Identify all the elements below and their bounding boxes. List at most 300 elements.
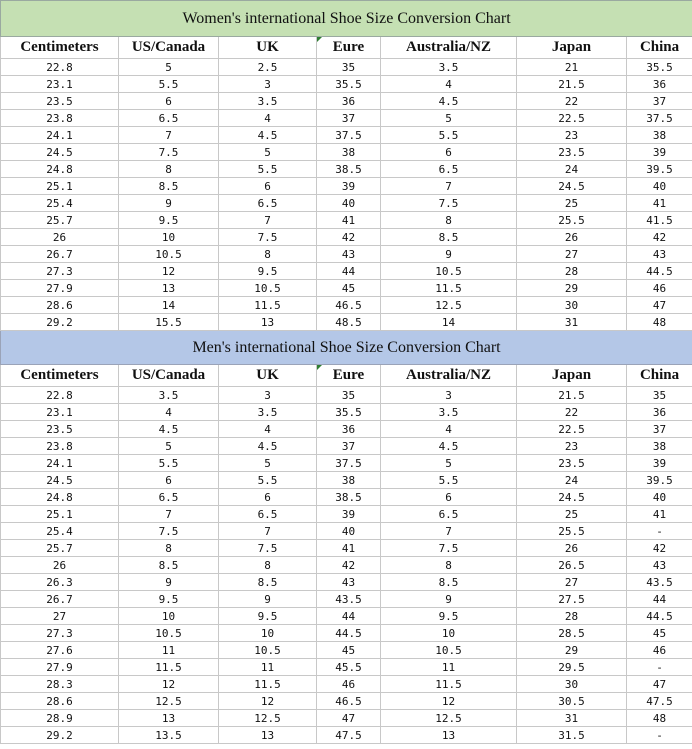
table-cell[interactable]: 7.5 <box>119 144 219 161</box>
table-cell[interactable]: 6.5 <box>381 506 517 523</box>
table-cell[interactable]: 36 <box>627 404 692 421</box>
table-cell[interactable]: 10.5 <box>381 642 517 659</box>
table-cell[interactable]: 41 <box>317 212 381 229</box>
table-cell[interactable]: 7.5 <box>219 229 317 246</box>
table-cell[interactable]: 10.5 <box>219 642 317 659</box>
table-cell[interactable]: 37 <box>317 110 381 127</box>
women-column-header[interactable]: Eure <box>317 37 381 59</box>
table-cell[interactable]: 23.5 <box>517 144 627 161</box>
table-cell[interactable]: 9 <box>119 574 219 591</box>
table-cell[interactable]: 44.5 <box>627 608 692 625</box>
table-cell[interactable]: - <box>627 523 692 540</box>
table-cell[interactable]: 7.5 <box>119 523 219 540</box>
table-row <box>1 195 692 212</box>
table-cell[interactable]: 6 <box>219 489 317 506</box>
table-cell[interactable]: 6.5 <box>219 195 317 212</box>
table-cell[interactable]: 43 <box>627 246 692 263</box>
table-cell[interactable]: 27.9 <box>1 659 119 676</box>
table-cell[interactable]: 47.5 <box>317 727 381 744</box>
table-cell[interactable]: 24.1 <box>1 127 119 144</box>
table-cell[interactable]: 8.5 <box>381 229 517 246</box>
table-cell[interactable]: 24.8 <box>1 161 119 178</box>
men-column-header[interactable]: Eure <box>317 365 381 387</box>
table-cell[interactable]: 12.5 <box>219 710 317 727</box>
table-row <box>1 438 692 455</box>
table-cell[interactable]: 39 <box>317 178 381 195</box>
table-cell[interactable]: 43 <box>317 246 381 263</box>
table-cell[interactable]: 4.5 <box>119 421 219 438</box>
table-cell[interactable]: 3.5 <box>219 93 317 110</box>
table-cell[interactable]: 27.3 <box>1 263 119 280</box>
table-cell[interactable]: 24.5 <box>1 144 119 161</box>
table-cell[interactable]: 10 <box>119 608 219 625</box>
table-cell[interactable]: 26 <box>1 557 119 574</box>
table-cell[interactable]: 47 <box>627 297 692 314</box>
table-cell[interactable]: 26 <box>517 540 627 557</box>
table-cell[interactable]: 43 <box>317 574 381 591</box>
table-cell[interactable]: 25.5 <box>517 523 627 540</box>
women-chart-title[interactable]: Women's international Shoe Size Conversion Chart <box>1 1 692 37</box>
men-column-header[interactable]: UK <box>219 365 317 387</box>
table-cell[interactable]: 24.8 <box>1 489 119 506</box>
table-cell[interactable]: 5.5 <box>219 472 317 489</box>
table-cell[interactable]: 11.5 <box>381 676 517 693</box>
table-cell[interactable]: 41 <box>627 195 692 212</box>
table-cell[interactable]: 13 <box>219 727 317 744</box>
table-cell[interactable]: - <box>627 727 692 744</box>
table-cell[interactable]: 3 <box>219 76 317 93</box>
table-cell[interactable]: 27 <box>517 246 627 263</box>
table-cell[interactable]: 37.5 <box>317 127 381 144</box>
table-row <box>1 314 692 331</box>
table-cell[interactable]: 39 <box>627 455 692 472</box>
table-cell[interactable]: 8.5 <box>381 574 517 591</box>
table-cell[interactable]: 29.2 <box>1 314 119 331</box>
table-cell[interactable]: 8 <box>381 212 517 229</box>
table-row <box>1 506 692 523</box>
table-cell[interactable]: 6.5 <box>119 110 219 127</box>
table-cell[interactable]: 9.5 <box>381 608 517 625</box>
table-cell[interactable]: 40 <box>627 489 692 506</box>
table-cell[interactable]: 31.5 <box>517 727 627 744</box>
table-cell[interactable]: 10 <box>219 625 317 642</box>
table-cell[interactable]: 4 <box>381 76 517 93</box>
table-cell[interactable]: 5 <box>219 455 317 472</box>
table-cell[interactable]: 4 <box>219 110 317 127</box>
table-cell[interactable]: 26.7 <box>1 246 119 263</box>
table-row <box>1 246 692 263</box>
table-cell[interactable]: 47 <box>317 710 381 727</box>
women-column-header[interactable]: Australia/NZ <box>381 37 517 59</box>
table-cell[interactable]: 35.5 <box>317 76 381 93</box>
table-cell[interactable]: 45 <box>317 280 381 297</box>
table-cell[interactable]: 24 <box>517 161 627 178</box>
table-cell[interactable]: 28.3 <box>1 676 119 693</box>
women-column-header[interactable]: Centimeters <box>1 37 119 59</box>
men-chart-title[interactable]: Men's international Shoe Size Conversion Chart <box>1 331 692 365</box>
table-cell[interactable]: 6 <box>381 144 517 161</box>
table-cell[interactable]: - <box>627 659 692 676</box>
table-cell[interactable]: 11.5 <box>219 297 317 314</box>
table-cell[interactable]: 8 <box>119 540 219 557</box>
table-cell[interactable]: 5.5 <box>119 76 219 93</box>
table-cell[interactable]: 8 <box>219 246 317 263</box>
table-cell[interactable]: 45.5 <box>317 659 381 676</box>
table-row <box>1 387 692 404</box>
table-cell[interactable]: 5 <box>381 110 517 127</box>
table-row <box>1 642 692 659</box>
table-cell[interactable]: 35 <box>317 387 381 404</box>
table-cell[interactable]: 5 <box>219 144 317 161</box>
table-cell[interactable]: 22.8 <box>1 387 119 404</box>
table-cell[interactable]: 10.5 <box>381 263 517 280</box>
table-cell[interactable]: 9 <box>381 591 517 608</box>
table-cell[interactable]: 28.6 <box>1 297 119 314</box>
table-cell[interactable]: 7 <box>381 523 517 540</box>
table-cell[interactable]: 28.5 <box>517 625 627 642</box>
table-cell[interactable]: 4.5 <box>381 438 517 455</box>
men-column-header[interactable]: Australia/NZ <box>381 365 517 387</box>
table-cell[interactable]: 39 <box>627 144 692 161</box>
table-row <box>1 591 692 608</box>
table-cell[interactable]: 28.6 <box>1 693 119 710</box>
table-cell[interactable]: 8 <box>219 557 317 574</box>
table-cell[interactable]: 11.5 <box>381 280 517 297</box>
table-cell[interactable]: 48.5 <box>317 314 381 331</box>
table-cell[interactable]: 9 <box>381 246 517 263</box>
table-cell[interactable]: 30 <box>517 676 627 693</box>
table-cell[interactable]: 9 <box>219 591 317 608</box>
table-cell[interactable]: 10 <box>119 229 219 246</box>
table-cell[interactable]: 9 <box>119 195 219 212</box>
table-cell[interactable]: 10.5 <box>119 246 219 263</box>
table-cell[interactable]: 10.5 <box>119 625 219 642</box>
table-cell[interactable]: 22 <box>517 404 627 421</box>
table-cell[interactable]: 7.5 <box>381 195 517 212</box>
table-row <box>1 659 692 676</box>
table-cell[interactable]: 29 <box>517 642 627 659</box>
table-row <box>1 693 692 710</box>
table-cell[interactable]: 11 <box>119 642 219 659</box>
men-column-header[interactable]: Centimeters <box>1 365 119 387</box>
table-row <box>1 404 692 421</box>
table-cell[interactable]: 27 <box>1 608 119 625</box>
table-cell[interactable]: 28 <box>517 263 627 280</box>
men-column-header[interactable]: US/Canada <box>119 365 219 387</box>
table-cell[interactable]: 44.5 <box>627 263 692 280</box>
table-cell[interactable]: 7 <box>219 523 317 540</box>
table-cell[interactable]: 25.7 <box>1 212 119 229</box>
table-cell[interactable]: 6 <box>119 472 219 489</box>
table-cell[interactable]: 42 <box>317 557 381 574</box>
table-cell[interactable]: 42 <box>627 229 692 246</box>
table-cell[interactable]: 21.5 <box>517 387 627 404</box>
table-cell[interactable]: 22.8 <box>1 59 119 76</box>
table-cell[interactable]: 26.7 <box>1 591 119 608</box>
table-cell[interactable]: 46.5 <box>317 693 381 710</box>
table-cell[interactable]: 48 <box>627 710 692 727</box>
table-cell[interactable]: 46.5 <box>317 297 381 314</box>
table-cell[interactable]: 27 <box>517 574 627 591</box>
table-cell[interactable]: 38 <box>317 144 381 161</box>
table-cell[interactable]: 13 <box>119 280 219 297</box>
table-cell[interactable]: 3 <box>219 387 317 404</box>
table-cell[interactable]: 5.5 <box>119 455 219 472</box>
table-cell[interactable]: 28 <box>517 608 627 625</box>
table-cell[interactable]: 9.5 <box>119 591 219 608</box>
table-cell[interactable]: 6 <box>381 489 517 506</box>
table-cell[interactable]: 9.5 <box>219 608 317 625</box>
table-cell[interactable]: 37 <box>627 421 692 438</box>
table-cell[interactable]: 24.1 <box>1 455 119 472</box>
table-cell[interactable]: 4.5 <box>381 93 517 110</box>
table-cell[interactable]: 40 <box>317 523 381 540</box>
table-cell[interactable]: 8.5 <box>219 574 317 591</box>
table-cell[interactable]: 8 <box>119 161 219 178</box>
table-cell[interactable]: 25 <box>517 506 627 523</box>
table-cell[interactable]: 7 <box>119 506 219 523</box>
table-row <box>1 59 692 76</box>
table-cell[interactable]: 39 <box>317 506 381 523</box>
table-cell[interactable]: 44 <box>317 263 381 280</box>
table-cell[interactable]: 11.5 <box>119 659 219 676</box>
table-cell[interactable]: 38.5 <box>317 161 381 178</box>
table-cell[interactable]: 10 <box>381 625 517 642</box>
table-cell[interactable]: 3.5 <box>381 59 517 76</box>
table-cell[interactable]: 25.1 <box>1 178 119 195</box>
table-cell[interactable]: 23.1 <box>1 76 119 93</box>
table-cell[interactable]: 24.5 <box>1 472 119 489</box>
table-cell[interactable]: 35 <box>627 387 692 404</box>
table-row <box>1 76 692 93</box>
table-cell[interactable]: 6 <box>119 93 219 110</box>
table-row <box>1 229 692 246</box>
table-cell[interactable]: 27.6 <box>1 642 119 659</box>
table-cell[interactable]: 31 <box>517 710 627 727</box>
table-cell[interactable]: 46 <box>317 676 381 693</box>
table-cell[interactable]: 13 <box>119 710 219 727</box>
table-cell[interactable]: 26.3 <box>1 574 119 591</box>
table-cell[interactable]: 24 <box>517 472 627 489</box>
table-cell[interactable]: 28.9 <box>1 710 119 727</box>
table-cell[interactable]: 5 <box>119 59 219 76</box>
table-cell[interactable]: 45 <box>627 625 692 642</box>
table-cell[interactable]: 42 <box>627 540 692 557</box>
table-cell[interactable]: 21.5 <box>517 76 627 93</box>
table-cell[interactable]: 30.5 <box>517 693 627 710</box>
table-cell[interactable]: 8.5 <box>119 178 219 195</box>
table-cell[interactable]: 21 <box>517 59 627 76</box>
table-cell[interactable]: 26 <box>1 229 119 246</box>
table-cell[interactable]: 4.5 <box>219 438 317 455</box>
table-cell[interactable]: 38.5 <box>317 489 381 506</box>
table-cell[interactable]: 22 <box>517 93 627 110</box>
table-cell[interactable]: 39.5 <box>627 161 692 178</box>
table-cell[interactable]: 7 <box>219 212 317 229</box>
table-cell[interactable]: 3.5 <box>119 387 219 404</box>
table-cell[interactable]: 46 <box>627 280 692 297</box>
table-cell[interactable]: 43.5 <box>627 574 692 591</box>
table-cell[interactable]: 40 <box>317 195 381 212</box>
table-cell[interactable]: 42 <box>317 229 381 246</box>
table-cell[interactable]: 3.5 <box>219 404 317 421</box>
table-cell[interactable]: 36 <box>317 93 381 110</box>
table-cell[interactable]: 4 <box>119 404 219 421</box>
table-cell[interactable]: 5.5 <box>219 161 317 178</box>
table-cell[interactable]: 7 <box>119 127 219 144</box>
table-cell[interactable]: 9.5 <box>119 212 219 229</box>
table-cell[interactable]: 5.5 <box>381 472 517 489</box>
table-cell[interactable]: 27.9 <box>1 280 119 297</box>
table-cell[interactable]: 35.5 <box>627 59 692 76</box>
table-cell[interactable]: 41 <box>317 540 381 557</box>
table-cell[interactable]: 25.1 <box>1 506 119 523</box>
table-cell[interactable]: 38 <box>627 438 692 455</box>
table-cell[interactable]: 40 <box>627 178 692 195</box>
table-cell[interactable]: 27.5 <box>517 591 627 608</box>
table-cell[interactable]: 36 <box>627 76 692 93</box>
table-cell[interactable]: 25.5 <box>517 212 627 229</box>
table-cell[interactable]: 37 <box>317 438 381 455</box>
table-cell[interactable]: 5 <box>381 455 517 472</box>
table-cell[interactable]: 11.5 <box>219 676 317 693</box>
table-cell[interactable]: 43 <box>627 557 692 574</box>
table-cell[interactable]: 26 <box>517 229 627 246</box>
table-cell[interactable]: 29.2 <box>1 727 119 744</box>
table-cell[interactable]: 45 <box>317 642 381 659</box>
table-cell[interactable]: 12 <box>119 676 219 693</box>
table-cell[interactable]: 14 <box>381 314 517 331</box>
table-cell[interactable]: 23.5 <box>1 421 119 438</box>
women-title-row <box>1 1 692 37</box>
table-cell[interactable]: 12.5 <box>381 710 517 727</box>
table-cell[interactable]: 24.5 <box>517 178 627 195</box>
table-cell[interactable]: 23.1 <box>1 404 119 421</box>
table-row <box>1 472 692 489</box>
table-cell[interactable]: 24.5 <box>517 489 627 506</box>
table-cell[interactable]: 46 <box>627 642 692 659</box>
table-cell[interactable]: 41.5 <box>627 212 692 229</box>
table-cell[interactable]: 23.8 <box>1 438 119 455</box>
table-cell[interactable]: 12.5 <box>381 297 517 314</box>
table-cell[interactable]: 37 <box>627 93 692 110</box>
table-cell[interactable]: 37.5 <box>627 110 692 127</box>
table-cell[interactable]: 47 <box>627 676 692 693</box>
table-row <box>1 608 692 625</box>
table-cell[interactable]: 6.5 <box>219 506 317 523</box>
table-cell[interactable]: 4.5 <box>219 127 317 144</box>
table-cell[interactable]: 48 <box>627 314 692 331</box>
table-cell[interactable]: 30 <box>517 297 627 314</box>
table-cell[interactable]: 11 <box>219 659 317 676</box>
table-cell[interactable]: 2.5 <box>219 59 317 76</box>
table-cell[interactable]: 13 <box>381 727 517 744</box>
table-row <box>1 625 692 642</box>
table-row <box>1 676 692 693</box>
table-cell[interactable]: 6.5 <box>119 489 219 506</box>
table-cell[interactable]: 6 <box>219 178 317 195</box>
table-cell[interactable]: 37.5 <box>317 455 381 472</box>
table-cell[interactable]: 23 <box>517 438 627 455</box>
table-cell[interactable]: 23 <box>517 127 627 144</box>
table-cell[interactable]: 41 <box>627 506 692 523</box>
table-cell[interactable]: 8 <box>381 557 517 574</box>
table-cell[interactable]: 38 <box>627 127 692 144</box>
table-cell[interactable]: 23.5 <box>1 93 119 110</box>
table-cell[interactable]: 29.5 <box>517 659 627 676</box>
women-column-header[interactable]: US/Canada <box>119 37 219 59</box>
table-cell[interactable]: 27.3 <box>1 625 119 642</box>
table-cell[interactable]: 22.5 <box>517 110 627 127</box>
table-cell[interactable]: 12 <box>119 263 219 280</box>
table-cell[interactable]: 4 <box>381 421 517 438</box>
table-cell[interactable]: 31 <box>517 314 627 331</box>
table-cell[interactable]: 4 <box>219 421 317 438</box>
table-cell[interactable]: 38 <box>317 472 381 489</box>
table-cell[interactable]: 8.5 <box>119 557 219 574</box>
table-cell[interactable]: 12 <box>219 693 317 710</box>
table-cell[interactable]: 25.4 <box>1 523 119 540</box>
table-cell[interactable]: 35 <box>317 59 381 76</box>
table-cell[interactable]: 44.5 <box>317 625 381 642</box>
men-title-row <box>1 331 692 365</box>
women-column-header[interactable]: Japan <box>517 37 627 59</box>
men-header-row <box>1 365 692 387</box>
women-column-header[interactable]: UK <box>219 37 317 59</box>
table-cell[interactable]: 36 <box>317 421 381 438</box>
table-cell[interactable]: 12.5 <box>119 693 219 710</box>
table-cell[interactable]: 9.5 <box>219 263 317 280</box>
table-cell[interactable]: 3.5 <box>381 404 517 421</box>
table-row <box>1 727 692 744</box>
table-cell[interactable]: 43.5 <box>317 591 381 608</box>
table-cell[interactable]: 15.5 <box>119 314 219 331</box>
table-cell[interactable]: 3 <box>381 387 517 404</box>
table-cell[interactable]: 25.7 <box>1 540 119 557</box>
table-row <box>1 455 692 472</box>
women-column-header[interactable]: China <box>627 37 692 59</box>
table-cell[interactable]: 44 <box>317 608 381 625</box>
table-cell[interactable]: 35.5 <box>317 404 381 421</box>
table-cell[interactable]: 22.5 <box>517 421 627 438</box>
table-cell[interactable]: 7 <box>381 178 517 195</box>
table-cell[interactable]: 23.5 <box>517 455 627 472</box>
table-cell[interactable]: 10.5 <box>219 280 317 297</box>
table-cell[interactable]: 5.5 <box>381 127 517 144</box>
table-cell[interactable]: 6.5 <box>381 161 517 178</box>
table-cell[interactable]: 47.5 <box>627 693 692 710</box>
table-cell[interactable]: 25 <box>517 195 627 212</box>
table-row <box>1 263 692 280</box>
table-cell[interactable]: 39.5 <box>627 472 692 489</box>
table-cell[interactable]: 7.5 <box>381 540 517 557</box>
table-cell[interactable]: 5 <box>119 438 219 455</box>
women-header-row <box>1 37 692 59</box>
men-column-header[interactable]: Japan <box>517 365 627 387</box>
table-cell[interactable]: 26.5 <box>517 557 627 574</box>
table-cell[interactable]: 29 <box>517 280 627 297</box>
table-cell[interactable]: 12 <box>381 693 517 710</box>
table-cell[interactable]: 14 <box>119 297 219 314</box>
table-cell[interactable]: 25.4 <box>1 195 119 212</box>
table-cell[interactable]: 13.5 <box>119 727 219 744</box>
table-cell[interactable]: 11 <box>381 659 517 676</box>
table-cell[interactable]: 23.8 <box>1 110 119 127</box>
men-column-header[interactable]: China <box>627 365 692 387</box>
table-cell[interactable]: 44 <box>627 591 692 608</box>
table-cell[interactable]: 13 <box>219 314 317 331</box>
table-cell[interactable]: 7.5 <box>219 540 317 557</box>
